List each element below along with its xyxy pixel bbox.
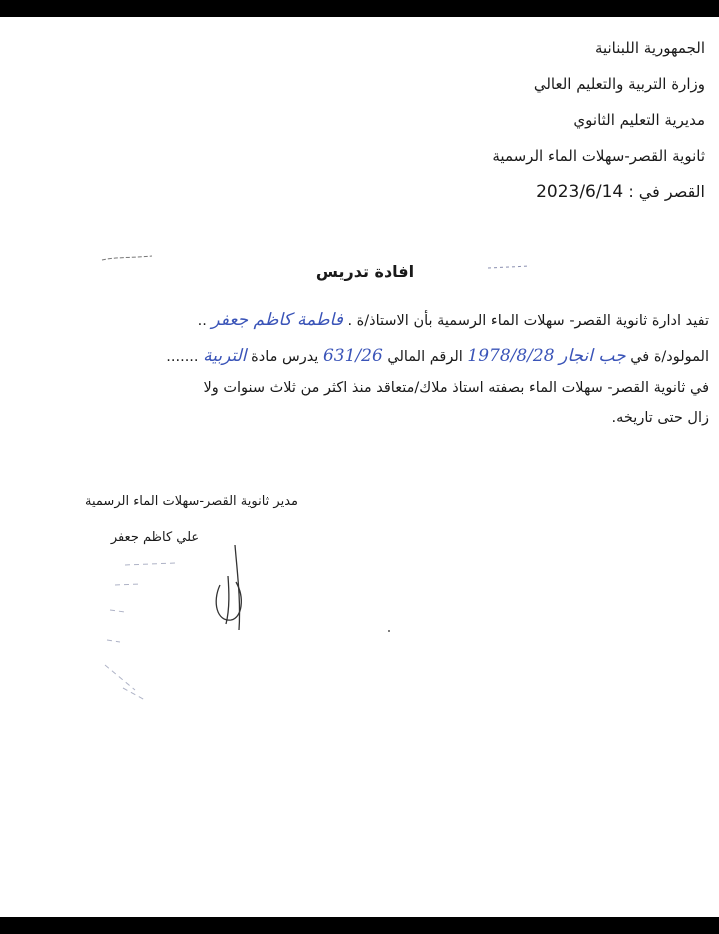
- financial-number: 631/26: [322, 346, 383, 366]
- directorate-name: مديرية التعليم الثانوي: [573, 111, 705, 129]
- principal-title: مدير ثانوية القصر-سهلات الماء الرسمية: [85, 494, 298, 509]
- teaches-label: يدرس مادة: [251, 349, 319, 365]
- fill-dots: ..: [197, 313, 207, 329]
- financial-label: الرقم المالي: [387, 349, 463, 365]
- subject-name: التربية: [203, 346, 247, 366]
- fill-dots: .......: [166, 349, 199, 365]
- body-line-2: [166, 346, 709, 366]
- letter-header: [305, 34, 705, 214]
- body-line-4: زال حتى تاريخه.: [611, 410, 709, 426]
- principal-name: علي كاظم جعفر: [110, 530, 200, 545]
- issue-date: [305, 178, 705, 214]
- top-black-bar: [0, 0, 719, 17]
- scan-mark: [100, 252, 160, 266]
- scan-speck: [386, 628, 392, 634]
- body-intro-text: تفيد ادارة ثانوية القصر- سهلات الماء الرسمية بأن الاستاذ/ة .: [347, 313, 709, 329]
- teacher-name: فاطمة كاظم جعفر: [211, 310, 343, 330]
- body-line-3: في ثانوية القصر- سهلات الماء بصفته استاذ ملاك/متعاقد منذ اكثر من ثلاث سنوات ولا: [203, 380, 709, 396]
- republic-name: الجمهورية اللبنانية: [594, 39, 705, 57]
- document-title: افادة تدريس: [315, 262, 415, 281]
- school-name: ثانوية القصر-سهلات الماء الرسمية: [492, 147, 705, 165]
- stamp-and-signature: [95, 540, 265, 710]
- scan-mark: [486, 262, 534, 272]
- date-label: القصر في :: [628, 182, 705, 201]
- birth-place: جب انجار: [559, 346, 626, 366]
- bottom-black-bar: [0, 917, 719, 934]
- birth-date: 1978/8/28: [467, 346, 555, 366]
- body-line-1: [198, 310, 709, 330]
- ministry-name: وزارة التربية والتعليم العالي: [533, 75, 705, 93]
- date-value: 2023/6/14: [536, 182, 624, 202]
- born-label: المولود/ة في: [630, 349, 709, 365]
